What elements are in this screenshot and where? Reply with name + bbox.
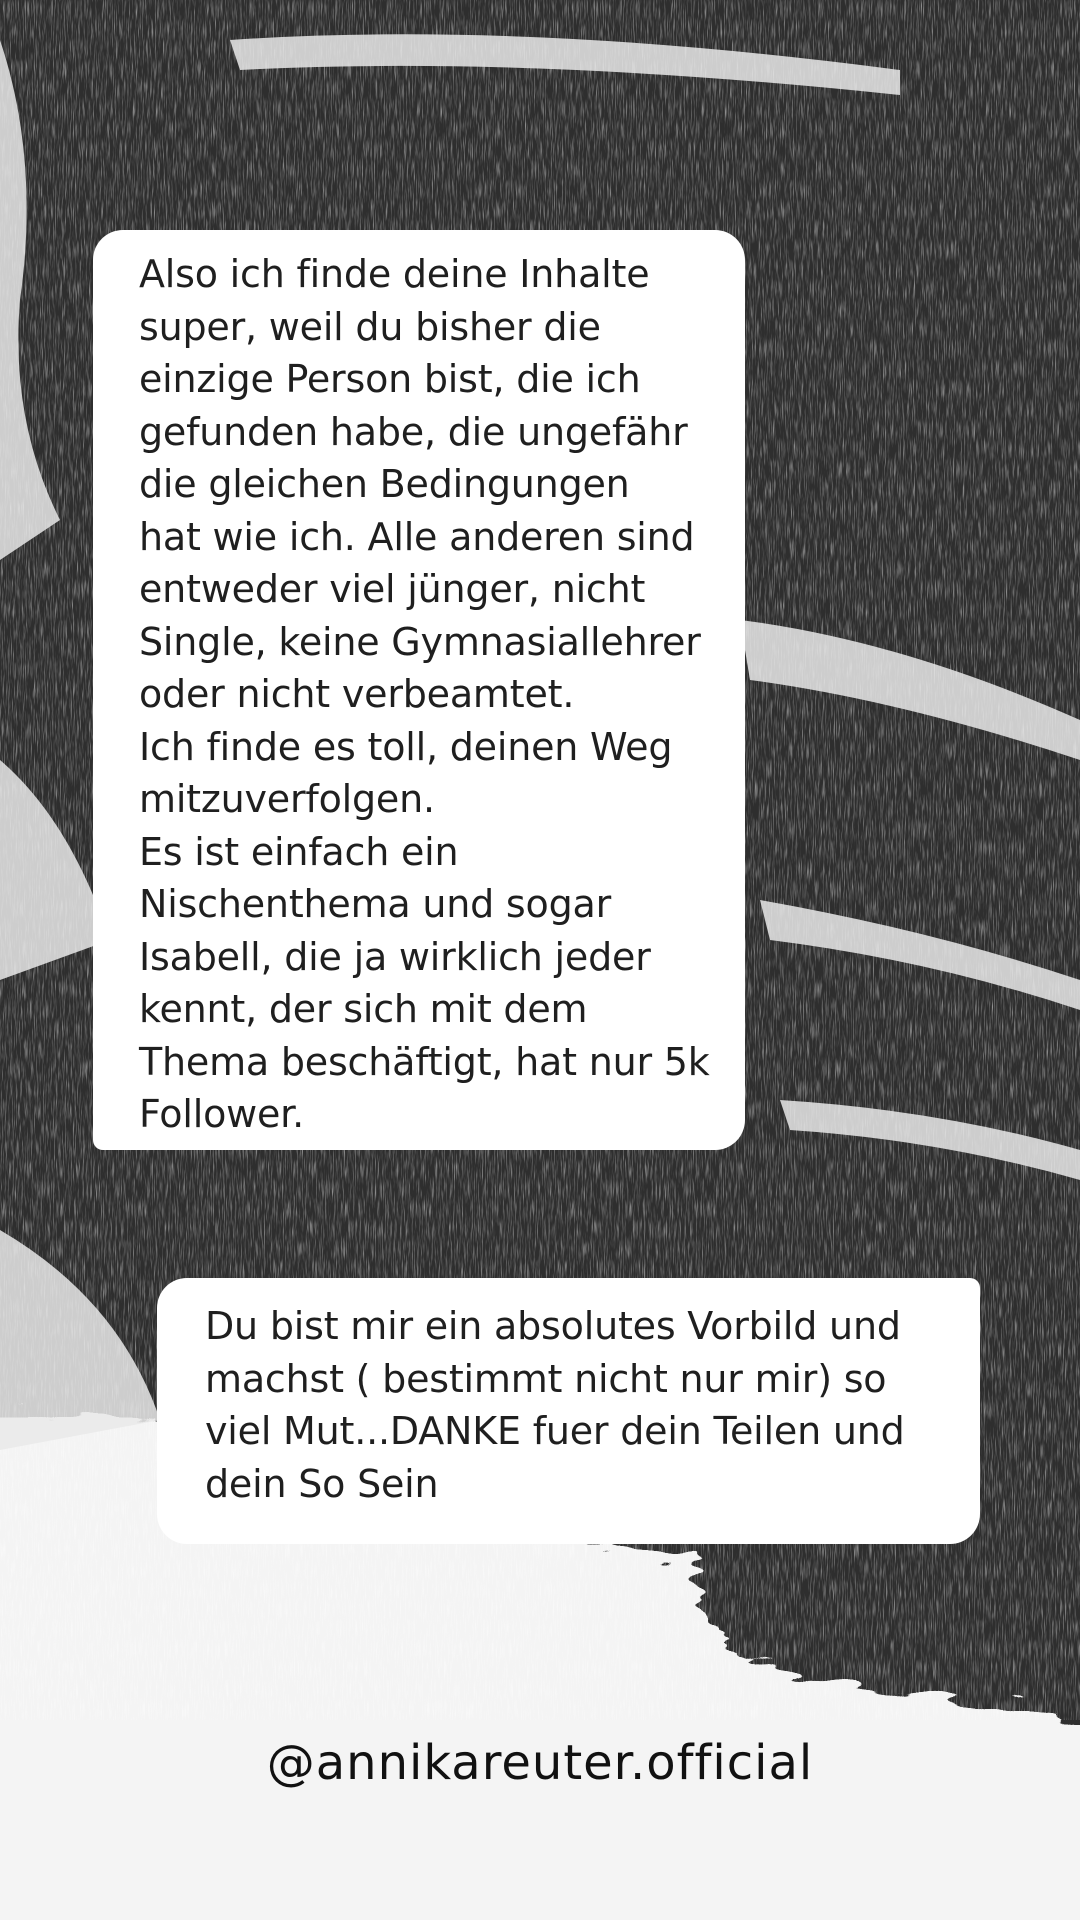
- message-bubble-1: Also ich finde deine Inhalte super, weil du bisher die einzige Person bist, die ich gefunden habe, die ungefähr die gleichen Bedingungen hat wie ich. Alle anderen sind entweder viel jünger, nicht Single, keine Gymnasiallehrer oder nicht verbeamtet. Ich finde es toll, deinen Weg mitzuverfolgen. Es ist einfach ein Nischenthema und sogar Isabell, die ja wirklich jeder kennt, der sich mit dem Thema beschäftigt, hat nur 5k Follower.: [93, 230, 745, 1150]
- message-bubble-2: Du bist mir ein absolutes Vorbild und machst ( bestimmt nicht nur mir) so viel Mut...DANKE fuer dein Teilen und dein So Sein: [157, 1278, 980, 1544]
- instagram-handle: @annikareuter.official: [266, 1735, 814, 1791]
